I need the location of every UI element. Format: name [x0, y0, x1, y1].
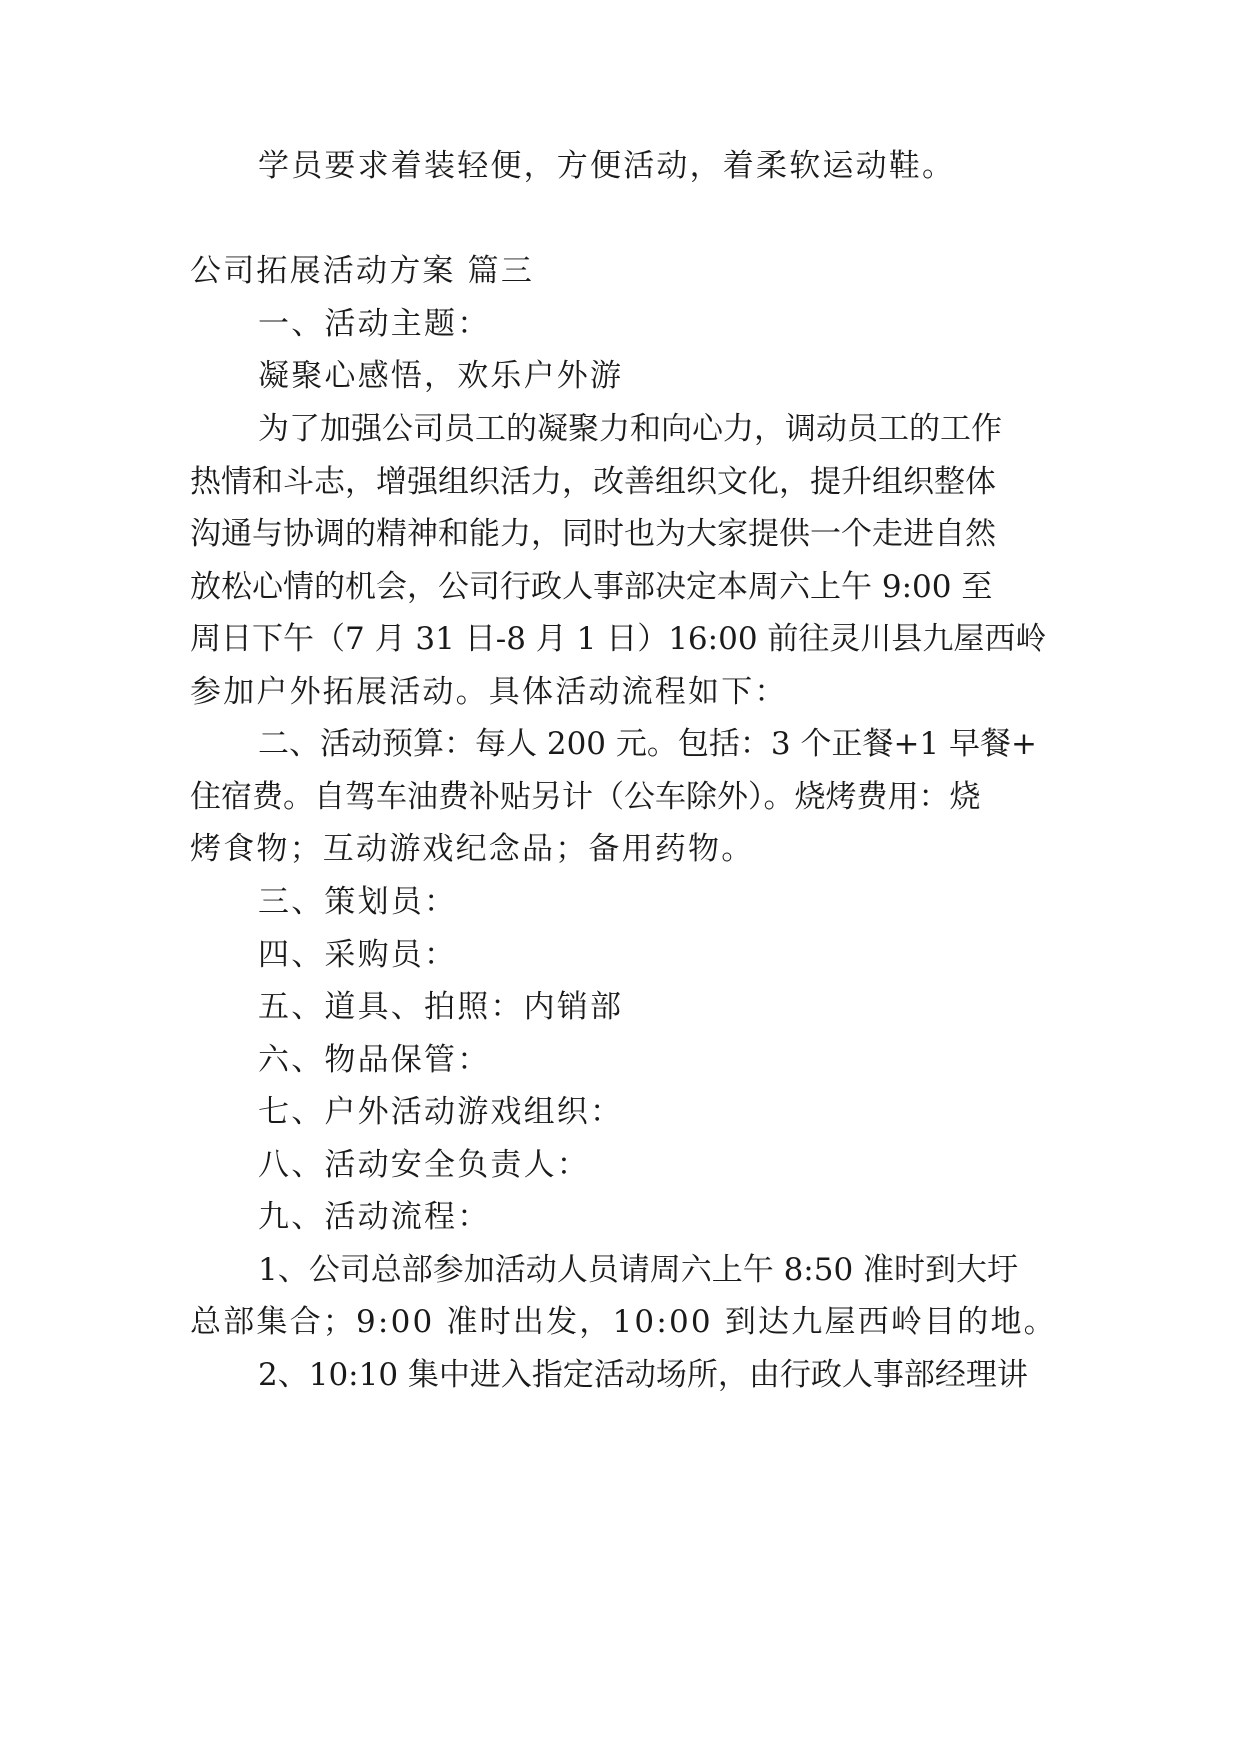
safety-lead-line: 八、活动安全负责人： [258, 1147, 590, 1183]
planner-line: 三、策划员： [258, 884, 458, 920]
process-step-line: 总部集合；9:00 准时出发，10:00 到达九屋西岭目的地。 [190, 1304, 1057, 1340]
paragraph-line: 为了加强公司员工的凝聚力和向心力，调动员工的工作 [258, 411, 1002, 447]
budget-line: 烤食物；互动游戏纪念品；备用药物。 [190, 831, 755, 867]
budget-line: 住宿费。自驾车油费补贴另计（公车除外）。烧烤费用：烧 [190, 779, 981, 815]
process-step-line: 1、公司总部参加活动人员请周六上午 8:50 准时到大圩 [258, 1252, 1019, 1288]
paragraph-line: 参加户外拓展活动。具体活动流程如下： [190, 674, 788, 710]
storage-line: 六、物品保管： [258, 1042, 491, 1078]
games-organizer-line: 七、户外活动游戏组织： [258, 1094, 624, 1130]
heading-theme: 一、活动主题： [258, 306, 491, 342]
heading-process: 九、活动流程： [258, 1199, 491, 1235]
paragraph-line: 热情和斗志，增强组织活力，改善组织文化，提升组织整体 [190, 464, 996, 500]
section-title: 公司拓展活动方案 篇三 [190, 253, 535, 289]
budget-line: 二、活动预算：每人 200 元。包括：3 个正餐+1 早餐+ [258, 726, 1037, 762]
paragraph-line: 周日下午（7 月 31 日-8 月 1 日）16:00 前往灵川县九屋西岭 [190, 621, 1047, 657]
props-photo-line: 五、道具、拍照：内销部 [258, 989, 624, 1025]
paragraph-line: 放松心情的机会，公司行政人事部决定本周六上午 9:00 至 [190, 569, 993, 605]
purchaser-line: 四、采购员： [258, 937, 458, 973]
theme-text: 凝聚心感悟，欢乐户外游 [258, 358, 624, 394]
process-step-line: 2、10:10 集中进入指定活动场所，由行政人事部经理讲 [258, 1357, 1028, 1393]
paragraph-line: 沟通与协调的精神和能力，同时也为大家提供一个走进自然 [190, 516, 996, 552]
intro-line: 学员要求着装轻便，方便活动，着柔软运动鞋。 [258, 148, 956, 184]
